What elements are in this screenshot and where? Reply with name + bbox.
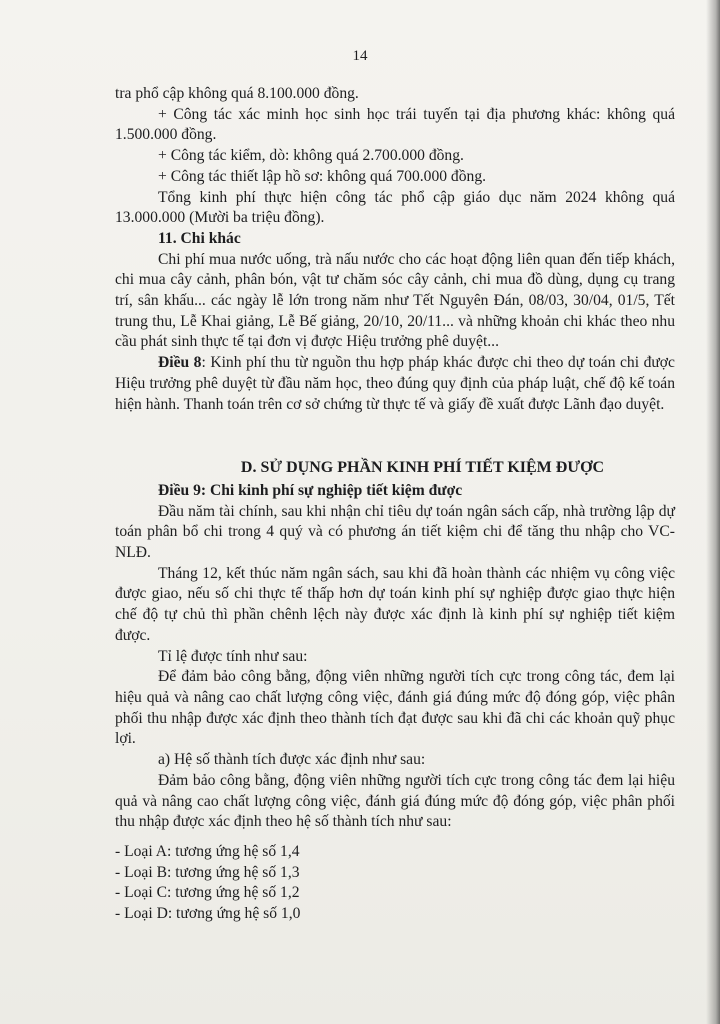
paragraph-records-cost: + Công tác thiết lập hồ sơ: không quá 700.000 đồng.	[158, 167, 487, 185]
paragraph-december-savings: Tháng 12, kết thúc năm ngân sách, sau khi đã hoàn thành các nhiệm vụ công việc được giao, nếu số chi thực tế thấp hơn dự toán kinh phí sự nghiệp được giao thực hiện chế độ tự chủ thì phần chênh lệch này được xác định là kinh phí sự nghiệp tiết kiệm được.	[115, 564, 675, 644]
paragraph-coefficient-intro: Đảm bảo công bằng, động viên những người tích cực trong công tác đem lại hiệu quả và nâng cao chất lượng công việc, đánh giá đúng mức độ đóng góp, việc phân phối thu nhập được xác định theo hệ số thành tích như sau:	[115, 771, 675, 831]
paragraph-verification-cost: + Công tác xác minh học sinh học trái tuyến tại địa phương khác: không quá 1.500.000 đồng.	[115, 105, 675, 144]
page-number: 14	[352, 48, 368, 64]
section-d-heading	[115, 458, 675, 479]
spacer	[115, 415, 675, 439]
section-11-heading: 11. Chi khác	[158, 229, 241, 247]
rating-item-d: - Loại D: tương ứng hệ số 1,0	[115, 905, 301, 923]
rating-list	[115, 842, 675, 925]
paragraph-inspection-cost: + Công tác kiểm, dò: không quá 2.700.000 đồng.	[158, 147, 464, 165]
paragraph-coefficient-heading: a) Hệ số thành tích được xác định như sau:	[158, 751, 426, 769]
paragraph-rate-intro: Tỉ lệ được tính như sau:	[158, 647, 308, 665]
rating-item-b: - Loại B: tương ứng hệ số 1,3	[115, 863, 300, 881]
section-d-title: D. SỬ DỤNG PHẦN KINH PHÍ TIẾT KIỆM ĐƯỢC	[240, 459, 605, 477]
paragraph-other-expenses: Chi phí mua nước uống, trà nấu nước cho các hoạt động liên quan đến tiếp khách, chi mua cây cảnh, phân bón, vật tư chăm sóc cây cảnh, chi mua đồ dùng, dụng cụ trang trí, sân khấu... các ngày lễ lớn trong năm như Tết Nguyên Đán, 08/03, 30/04, 01/5, Tết trung thu, Lễ Khai giảng, Lễ Bế giảng, 20/10, 20/11... và những khoản chi khác theo nhu cầu phát sinh thực tế tại đơn vị được Hiệu trưởng phê duyệt...	[115, 250, 675, 351]
paragraph-total-cost: Tổng kinh phí thực hiện công tác phổ cập giáo dục năm 2024 không quá 13.000.000 (Mười ba triệu đồng).	[115, 188, 675, 227]
paragraph-survey-cost: tra phổ cập không quá 8.100.000 đồng.	[115, 85, 359, 102]
paragraph-budget-plan: Đầu năm tài chính, sau khi nhận chỉ tiêu dự toán ngân sách cấp, nhà trường lập dự toán phân bổ chi trong 4 quý và có phương án tiết kiệm chi để tăng thu nhập cho VC-NLĐ.	[115, 502, 675, 562]
article-9-heading: Điều 9: Chi kinh phí sự nghiệp tiết kiệm được	[158, 481, 463, 499]
paragraph-fairness: Để đảm bảo công bằng, động viên những người tích cực trong công tác, đem lại hiệu quả và nâng cao chất lượng công việc, đánh giá đúng mức độ đóng góp, việc phân phối thu nhập được xác định theo thành tích đạt được sau khi đã chi các khoản quỹ phục lợi.	[115, 668, 675, 748]
article-8-text: : Kinh phí thu từ nguồn thu hợp pháp khác được chi theo dự toán chi được Hiệu trưởng phê duyệt từ đầu năm học, theo đúng quy định của pháp luật, chế độ kế toán hiện hành. Thanh toán trên cơ sở chứng từ thực tế và giấy đề xuất được Lãnh đạo duyệt.	[115, 354, 675, 413]
rating-item-c: - Loại C: tương ứng hệ số 1,2	[115, 884, 300, 902]
article-8-label: Điều 8	[158, 354, 202, 372]
rating-item-a: - Loại A: tương ứng hệ số 1,4	[115, 842, 300, 860]
paragraph-article-8	[115, 353, 675, 415]
document-body	[115, 84, 675, 925]
page-edge-shadow	[706, 0, 720, 1024]
